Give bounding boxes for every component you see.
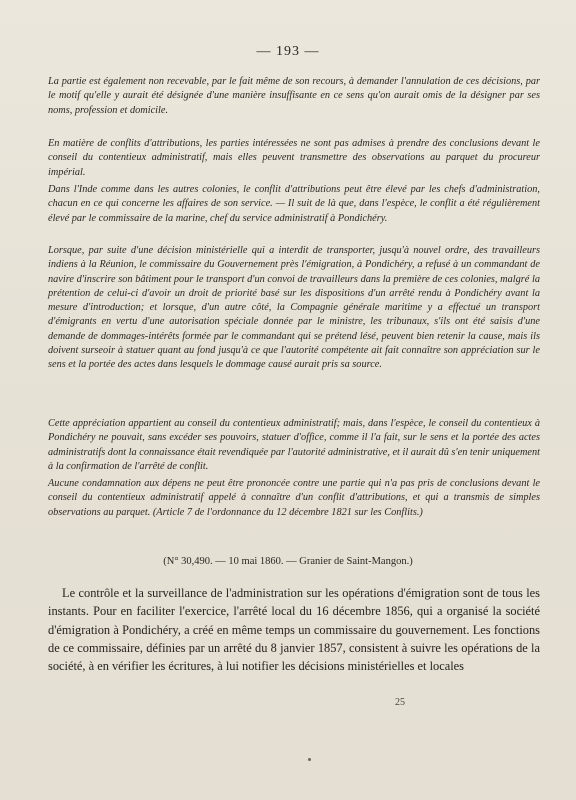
summary-paragraph: Aucune condamnation aux dépens ne peut être prononcée contre une partie qui n'a pas pris de conclusions devant le conseil du contentieux administratif appelé à connaître d'un conflit d'attributions, et qui a transmis de simples observations au parquet. (Article 7 de l'ordonnance du 12 décembre 1821 sur les Conflits.) — [48, 478, 540, 518]
ink-speck — [308, 758, 311, 761]
signature-mark: 25 — [395, 697, 405, 708]
summary-paragraph: Lorsque, par suite d'une décision ministérielle qui a interdit de transporter, jusqu'à nouvel ordre, des travailleurs indiens à la Réunion, le commissaire du Gouvernement près l'émigration, à Pondichéry, a refusé à un commandant de navire d'inscrire son bâtiment pour le transport d'un convoi de travailleurs dans la première de ces colonies, malgré la prétention de celui-ci d'avoir un droit de priorité basé sur les dispositions d'un arrêté rendu à Pondichéry avant la mesure d'introduction; et lorsque, d'un autre côté, la Compagnie générale maritime y a effectué un transport d'émigrants en vertu d'une autorisation spéciale donnée par le ministre, les tribunaux, s'ils ont été saisis d'une demande de dommages-intérêts formée par le commandant qui se prétend lésé, peuvent bien retenir la cause, mais ils doivent surseoir à statuer quant au fond jusqu'à ce que l'autorité compétente ait fait connaître son appréciation sur le sens et la portée des actes dans lesquels le dommage causé aurait pris sa source. — [48, 245, 540, 371]
summary-paragraph: Dans l'Inde comme dans les autres colonies, le conflit d'attributions peut être élevé par les chefs d'administration, chacun en ce qui concerne les affaires de son service. — Il suit de là que, dans l'espèce, le conflit a été régulièrement élevé par le commissaire de la marine, chef du service administratif à Pondichéry. — [48, 184, 540, 224]
summary-paragraph: Cette appréciation appartient au conseil du contentieux administratif; mais, dans l'espèce, le conseil du contentieux à Pondichéry ne pouvait, sans excéder ses pouvoirs, statuer d'office, comme il l'a fait, sur le sens et la portée des actes administratifs dont la connaissance était revendiquée par l'autorité administrative, et il aurait dû s'en tenir uniquement à la confirmation de l'arrêté de conflit. — [48, 418, 540, 472]
page-number: — 193 — — [256, 44, 320, 59]
decision-citation: (N° 30,490. — 10 mai 1860. — Granier de Saint-Mangon.) — [163, 556, 413, 567]
summary-paragraph: La partie est également non recevable, par le fait même de son recours, à demander l'annulation de ces décisions, par le motif qu'elle y aurait été désignée d'une manière insuffisante en ce sens qu'on aurait omis de la désigner par ses noms, profession et domicile. — [48, 76, 540, 116]
summary-paragraph: En matière de conflits d'attributions, les parties intéressées ne sont pas admises à prendre des conclusions devant le conseil du contentieux administratif, mais elles peuvent transmettre des observations au parquet du procureur impérial. — [48, 138, 540, 178]
body-paragraph: Le contrôle et la surveillance de l'administration sur les opérations d'émigration sont de tous les instants. Pour en faciliter l'exercice, l'arrêté local du 16 décembre 1856, qui a organisé la société d'émigration à Pondichéry, a créé en même temps un commissaire du gouvernement. Les fonctions de ce commissaire, définies par un arrêté du 8 janvier 1857, consistent à suivre les opérations de la société, à en vérifier les écritures, à lui notifier les décisions ministérielles et locales — [48, 586, 540, 674]
